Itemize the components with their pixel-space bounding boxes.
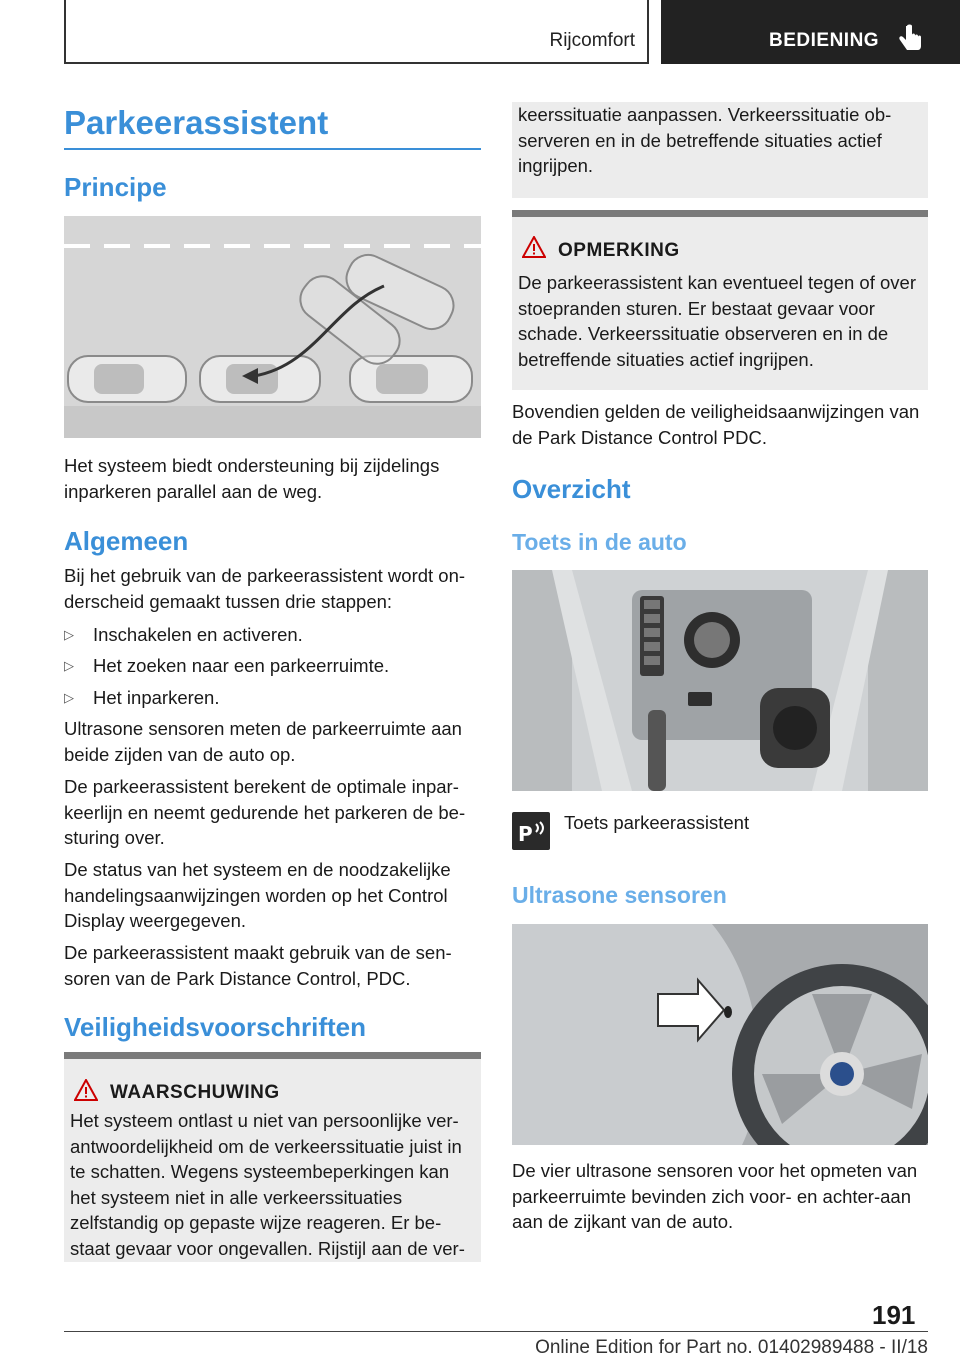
toets-heading: Toets in de auto <box>512 529 687 555</box>
page-title: Parkeerassistent <box>64 104 329 141</box>
parking-principle-illustration <box>64 216 481 438</box>
para-status: De status van het systeem en de noodzakelijke handelingsaanwijzingen worden op het Control Display weergegeven. <box>64 859 451 931</box>
note-title: OPMERKING <box>558 240 680 261</box>
warning-triangle-icon <box>74 1079 98 1101</box>
overzicht-heading: Overzicht <box>512 474 631 504</box>
chapter-title: BEDIENING <box>769 30 880 51</box>
pointing-hand-icon <box>897 24 923 54</box>
ultrasonic-sensor-photo <box>512 924 928 1145</box>
note-text: De parkeerassistent kan eventueel tegen of over stoepranden sturen. Er bestaat gevaar voor schade. Verkeerssituatie observeren en in de betreffende situaties actief ingrijpen. <box>518 272 916 370</box>
center-console-photo <box>512 570 928 791</box>
title-rule <box>64 148 481 150</box>
edition-note: Online Edition for Part no. 01402989488 - II/18 <box>535 1337 928 1358</box>
note-box <box>512 210 928 390</box>
sensoren-text: De vier ultrasone sensoren voor het opmeten van parkeerruimte bevinden zich voor- en achter-aan aan de zijkant van de auto. <box>512 1160 918 1232</box>
bullet-triangle-icon: ▷ <box>64 658 74 673</box>
algemeen-heading: Algemeen <box>64 526 189 556</box>
sensoren-heading: Ultrasone sensoren <box>512 882 727 908</box>
bullet-triangle-icon: ▷ <box>64 627 74 642</box>
principe-text: Het systeem biedt ondersteuning bij zijdelings inparkeren parallel aan de weg. <box>64 455 440 502</box>
para-sensors: Ultrasone sensoren meten de parkeerruimte aan beide zijden van de auto op. <box>64 718 462 765</box>
chapter-tab <box>661 0 960 64</box>
warning-box <box>64 1052 481 1262</box>
section-title: Rijcomfort <box>549 30 635 51</box>
algemeen-intro: Bij het gebruik van de parkeerassistent wordt on-derscheid gemaakt tussen drie stappen: <box>64 565 466 612</box>
pdc-safety-text: Bovendien gelden de veiligheidsaanwijzingen van de Park Distance Control PDC. <box>512 401 920 448</box>
veiligheid-heading: Veiligheidsvoorschriften <box>64 1012 366 1042</box>
section-tab <box>64 0 649 64</box>
footer-rule <box>64 1331 928 1332</box>
svg-text:P: P <box>518 822 533 846</box>
page-header <box>0 0 960 66</box>
warning-title: WAARSCHUWING <box>110 1082 280 1103</box>
warning-text: Het systeem ontlast u niet van persoonlijke ver-antwoordelijkheid om de verkeerssituatie juist in te schatten. Wegens systeembeperkingen kan het systeem niet in alle verkeerssituaties zelfstandig op gepaste wijze reageren. Er be-staat gevaar voor ongevallen. Rijstijl aan de ver- <box>70 1110 465 1259</box>
warning-continued-text: keerssituatie aanpassen. Verkeerssituatie ob-serveren en in de betreffende situaties actief ingrijpen. <box>518 104 892 176</box>
bullet-triangle-icon: ▷ <box>64 690 74 705</box>
button-label: Toets parkeerassistent <box>564 812 750 833</box>
page-number: 191 <box>872 1300 916 1330</box>
para-pdc: De parkeerassistent maakt gebruik van de sen-soren van de Park Distance Control, PDC. <box>64 942 452 989</box>
para-calculation: De parkeerassistent berekent de optimale inpar-keerlijn en neemt gedurende het parkeren de be-sturing over. <box>64 776 466 848</box>
principe-heading: Principe <box>64 172 167 202</box>
park-assist-button-icon <box>512 812 550 850</box>
caution-triangle-icon <box>522 236 546 258</box>
warning-box-continued <box>512 102 928 198</box>
